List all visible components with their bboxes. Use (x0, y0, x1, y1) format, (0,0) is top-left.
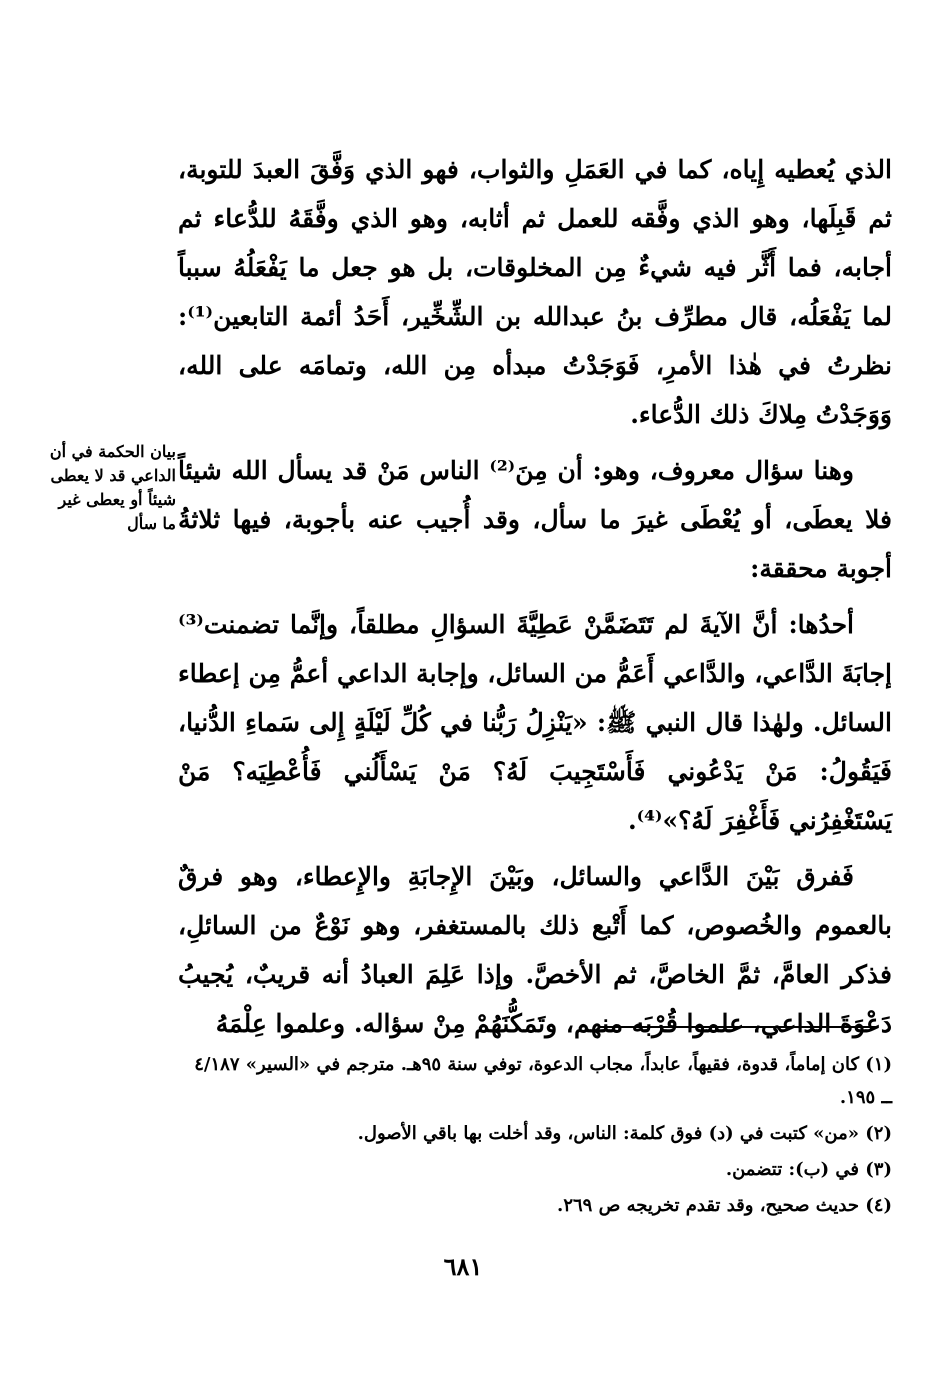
page-number: ٦٨١ (443, 1252, 483, 1281)
paragraph-1: الذي يُعطيه إِياه، كما في العَمَلِ والثواب، فهو الذي وَفَّقَ العبدَ للتوبة، ثم قَبِلَها، وهو الذي وفَّقه للعمل ثم أثابه، وهو الذي وفَّقَهُ للدُّعاء ثم أجابه، فما أَثَّر فيه شيءٌ مِن المخلوقات، بل هو جعل ما يَفْعَلُهُ سبباً لما يَفْعَلُه، قال مطرِّف بنُ عبدالله بن الشِّخِّير، أَحَدُ أئمة التابعين⁽¹⁾: نظرتُ في هٰذا الأمرِ، فَوَجَدْتُ مبدأه مِن الله، وتمامَه على الله، وَوَجَدْتُ مِلاكَ ذلك الدُّعاء. (178, 155, 892, 429)
margin-note: بيان الحكمة في أن الداعي قد لا يعطى شيئاً أو يعطى غير ما سأل (49, 442, 176, 533)
footnote-2: (٢) «من» كتبت في (د) فوق كلمة: الناس، وقد أخلت بها باقي الأصول. (357, 1123, 892, 1144)
footnote-1: (١) كان إماماً، قدوة، فقيهاً، عابداً، مجاب الدعوة، توفي سنة ٩٥هـ. مترجم في «السير» ٤/١٨٧ ــ ١٩٥. (194, 1054, 892, 1108)
paragraph-2: وهنا سؤال معروف، وهو: أن مِنَ⁽²⁾ الناس مَنْ قد يسأل الله شيئاً فلا يعطَى، أو يُعْطَى غيرَ ما سأل، وقد أُجيب عنه بأجوبة، فيها ثلاثةُ أجوبة محققة: (178, 456, 892, 583)
footnotes (178, 1048, 892, 1225)
paragraph-3: أحدُها: أنَّ الآيةَ لم تَتَضَمَّنْ عَطِيَّةَ السؤالِ مطلقاً، وإنَّما تضمنت⁽³⁾ إجابَةَ الدَّاعي، والدَّاعي أَعَمُّ من السائل، وإجابة الداعي أعمُّ مِن إعطاء السائل. ولهٰذا قال النبي ﷺ: «يَنْزِلُ رَبُّنا في كُلِّ لَيْلَةٍ إِلى سَماءِ الدُّنيا، فَيَقُولُ: مَنْ يَدْعُوني فَأَسْتَجِيبَ لَهُ؟ مَنْ يَسْأَلُني فَأُعْطِيَه؟ مَنْ يَسْتَغْفِرُني فَأَغْفِرَ لَهُ؟»⁽⁴⁾. (178, 610, 892, 835)
footnote-3: (٣) في (ب): تتضمن. (725, 1159, 892, 1180)
paragraph-4: فَفرق بَيْنَ الدَّاعي والسائل، وبَيْنَ الإِجابَةِ والإِعطاء، وهو فرقٌ بالعموم والخُصوص، كما أَتْبع ذلك بالمستغفر، وهو نَوْعٌ من السائلِ، فذكر العامَّ، ثمَّ الخاصَّ، ثم الأخصَّ. وإذا عَلِمَ العبادُ أنه قريبٌ، يُجيبُ دَعْوَةَ الداعي، علموا قُرْبَه منهم، وتَمَكُّنَهُمْ مِنْ سؤاله. وعلموا عِلْمَهُ (178, 862, 892, 1038)
main-text (178, 145, 892, 1055)
footnote-separator (598, 1026, 876, 1028)
footnote-4: (٤) حديث صحيح، وقد تقدم تخريجه ص ٢٦٩. (557, 1195, 892, 1216)
